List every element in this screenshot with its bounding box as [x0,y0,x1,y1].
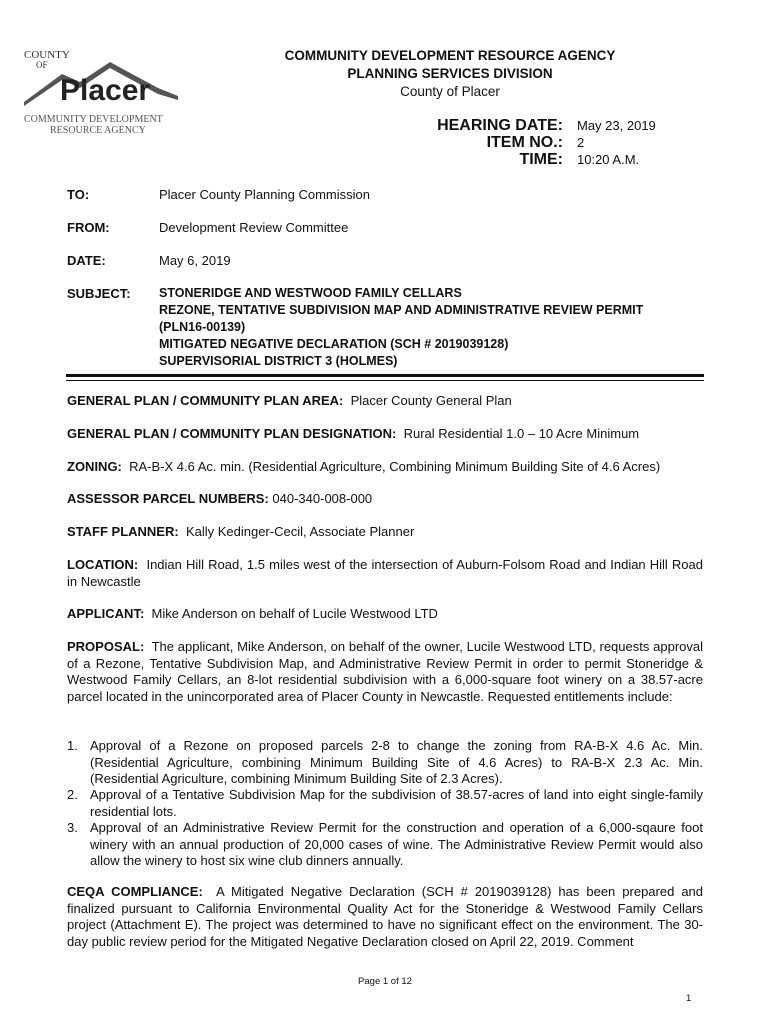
ceqa-label: CEQA COMPLIANCE: [67,884,203,899]
applicant-field [67,606,703,623]
list-item-number: 3. [67,820,78,835]
gp-area-value: Placer County General Plan [350,393,512,408]
list-item-text: Approval of a Tentative Subdivision Map for the subdivision of 38.57-acres of land into eight single-family residential lots. [90,787,703,819]
apn-label: ASSESSOR PARCEL NUMBERS: [67,491,269,506]
apn-field [67,491,703,508]
planner-value: Kally Kedinger-Cecil, Associate Planner [185,524,415,539]
gp-desig-value: Rural Residential 1.0 – 10 Acre Minimum [403,426,640,441]
zoning-field [67,459,703,476]
pdf-page-number: 1 [686,993,692,1004]
to-label: TO: [67,187,90,202]
item-no-label: ITEM NO.: [486,134,563,151]
from-label: FROM: [67,220,110,235]
time-label: TIME: [519,151,563,168]
time-value: 10:20 A.M. [577,152,640,167]
subject-line-1: STONERIDGE AND WESTWOOD FAMILY CELLARS [159,286,462,300]
logo-sub2: RESOURCE AGENCY [50,125,146,136]
location-field [67,557,703,590]
proposal-field [67,639,703,705]
zoning-value: RA-B-X 4.6 Ac. min. (Residential Agriculture, Combining Minimum Building Site of 4.6 Acres) [129,459,661,474]
zoning-label: ZONING: [67,459,122,474]
date-label: DATE: [67,253,106,268]
list-item-text: Approval of a Rezone on proposed parcels 2-8 to change the zoning from RA-B-X 4.6 Ac. Min. (Residential Agriculture, combining Minimum Building Site of 4.6 Acres) to RA-B-X 2.3 Ac. Min. (Residential Agriculture, combining Minimum Building Site of 2.3 Acres). [90,738,703,786]
divider-thin [66,380,704,381]
gp-desig-label: GENERAL PLAN / COMMUNITY PLAN DESIGNATION: [67,426,397,441]
subject-line-2: REZONE, TENTATIVE SUBDIVISION MAP AND ADMINISTRATIVE REVIEW PERMIT [159,303,644,317]
list-item-text: Approval of an Administrative Review Permit for the construction and operation of a 6,000-sqaure foot winery with an annual production of 20,000 cases of wine. The Administrative Review Permit would also allow the winery to host six wine club dinners annually. [90,820,703,868]
hearing-date-label: HEARING DATE: [437,117,563,134]
logo-county: COUNTY [24,49,70,61]
planner-field [67,524,703,541]
division-title: PLANNING SERVICES DIVISION [347,66,553,81]
date-value: May 6, 2019 [159,253,231,268]
subject-line-3: (PLN16-00139) [159,320,246,334]
logo-sub1: COMMUNITY DEVELOPMENT [24,114,163,125]
county-of-placer-logo [22,44,182,136]
location-value: Indian Hill Road, 1.5 miles west of the intersection of Auburn-Folsom Road and Indian Hill Road in Newcastle [67,557,703,589]
apn-value: 040-340-008-000 [272,491,373,506]
gp-area-label: GENERAL PLAN / COMMUNITY PLAN AREA: [67,393,344,408]
logo-of: OF [36,60,48,70]
item-no-value: 2 [577,135,585,150]
divider-thick [66,374,704,377]
gp-designation-field [67,426,703,443]
ceqa-text: A Mitigated Negative Declaration (SCH # 2019039128) has been prepared and finalized pursuant to California Environmental Quality Act for the Stoneridge & Westwood Family Cellars project (Attachment E). The project was determined to have no significant effect on the environment. The 30-day public review period for the Mitigated Negative Declaration closed on April 22, 2019. Comment [67,884,704,949]
page-number-footer: Page 1 of 12 [358,976,412,987]
list-item-number: 2. [67,787,78,802]
hearing-date-value: May 23, 2019 [577,118,656,133]
county-title: County of Placer [400,84,500,99]
logo-placer: Placer [60,74,151,107]
subject-label: SUBJECT: [67,286,131,301]
from-value: Development Review Committee [159,220,349,235]
subject-line-4: MITIGATED NEGATIVE DECLARATION (SCH # 2019039128) [159,337,509,351]
applicant-value: Mike Anderson on behalf of Lucile Westwood LTD [151,606,438,621]
gp-area-field [67,393,703,410]
location-label: LOCATION: [67,557,139,572]
list-item-number: 1. [67,738,78,753]
applicant-label: APPLICANT: [67,606,145,621]
agency-title: COMMUNITY DEVELOPMENT RESOURCE AGENCY [284,48,616,63]
planner-label: STAFF PLANNER: [67,524,179,539]
proposal-text: The applicant, Mike Anderson, on behalf of the owner, Lucile Westwood LTD, requests approval of a Rezone, Tentative Subdivision Map, and Administrative Review Permit in order to permit Stoneridge & Westwood Family Cellars, an 8-lot residential subdivision with a 6,000-square foot winery on a 38.57-acre parcel located in the unincorporated area of Placer County in Newcastle. Requested entitlements include: [67,639,703,704]
to-value: Placer County Planning Commission [159,187,370,202]
proposal-label: PROPOSAL: [67,639,145,654]
subject-line-5: SUPERVISORIAL DISTRICT 3 (HOLMES) [159,354,398,368]
ceqa-field [67,884,703,950]
